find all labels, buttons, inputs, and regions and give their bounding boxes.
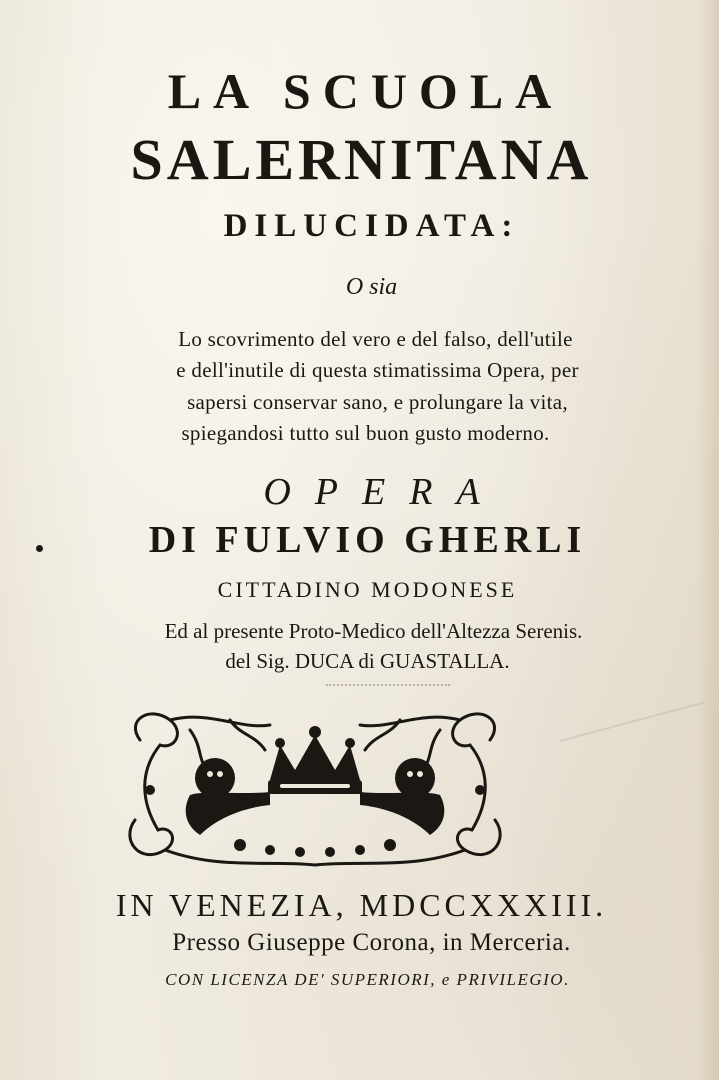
title-line-3: DILUCIDATA:	[223, 208, 520, 244]
imprint-line-3: CON LICENZA DE' SUPERIORI, e PRIVILEGIO.	[165, 970, 570, 989]
position-line-1: Ed al presente Proto-Medico dell'Altezza Serenis.	[164, 619, 583, 643]
description-line-4: spiegandosi tutto sul buon gusto moderno.	[181, 421, 550, 445]
author-line: DI FULVIO GHERLI	[148, 519, 587, 561]
opera-label: OPERA	[263, 471, 504, 513]
description-line-1: Lo scovrimento del vero e del falso, dell'utile	[178, 327, 573, 351]
connector-text: O sia	[345, 274, 398, 300]
paper-crease	[560, 701, 705, 742]
title-line-1: LA SCUOLA	[167, 63, 564, 119]
position-line-2: del Sig. DUCA di GUASTALLA.	[225, 649, 510, 673]
description-line-2: e dell'inutile di questa stimatissima Opera, per	[176, 358, 579, 382]
citizen-line: CITTADINO MODONESE	[217, 577, 518, 602]
description-line-3: sapersi conservar sano, e prolungare la vita,	[187, 390, 568, 414]
imprint-line-2: Presso Giuseppe Corona, in Merceria.	[172, 929, 571, 956]
title-line-2: SALERNITANA	[130, 127, 593, 192]
woodcut-ornament-icon	[120, 700, 510, 875]
imprint-line-1: IN VENEZIA, MDCCXXXIII.	[115, 887, 608, 923]
faint-rule	[326, 684, 450, 690]
